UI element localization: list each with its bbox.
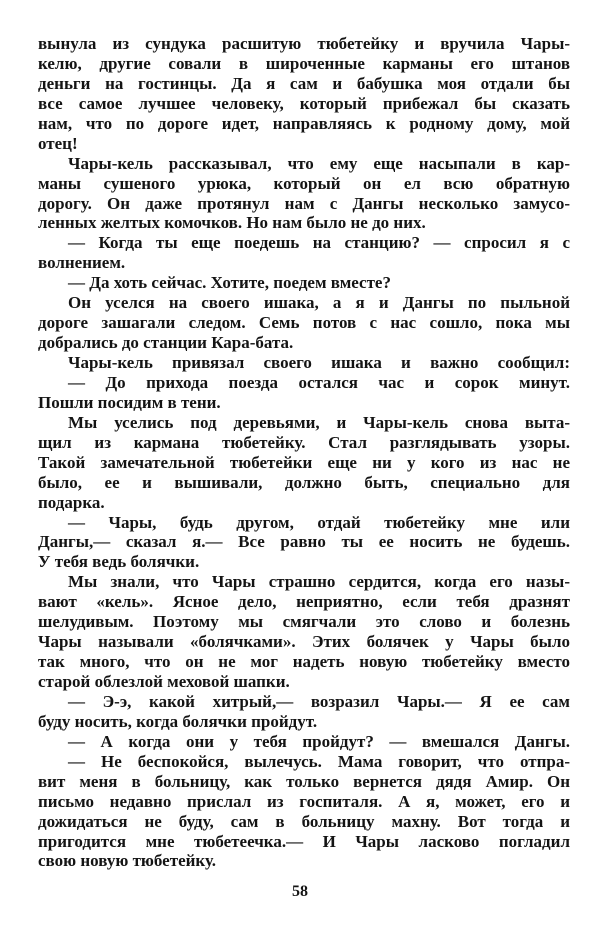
text-line: было, ее и вышивали, должно быть, специально для xyxy=(38,472,570,492)
text-line: Пошли посидим в тени. xyxy=(38,392,221,412)
text-line: так много, что он не мог надеть новую тюбетейку вместо xyxy=(38,652,570,672)
text-line: подарка. xyxy=(38,492,105,512)
text-line: Он уселся на своего ишака, а я и Дангы по пыльной xyxy=(68,293,570,313)
page-body-text xyxy=(38,34,570,871)
text-line: отец! xyxy=(38,133,78,153)
text-line: Чары-кель привязал своего ишака и важно сообщил: xyxy=(68,353,570,372)
text-line: — А когда они у тебя пройдут? — вмешался Дангы. xyxy=(68,731,570,751)
text-line: щил из кармана тюбетейку. Стал разглядывать узоры. xyxy=(38,432,570,452)
text-line: Мы уселись под деревьями, и Чары-кель снова выта- xyxy=(68,412,570,432)
text-line: вают «кель». Ясное дело, неприятно, если тебя дразнят xyxy=(38,592,570,612)
text-line: келю, другие совали в широченные карманы его штанов xyxy=(38,53,570,73)
text-line: У тебя ведь болячки. xyxy=(38,552,200,572)
text-line: пригодится мне тюбетеечка.— И Чары ласково погладил xyxy=(38,831,570,851)
text-line: свою новую тюбетейку. xyxy=(38,851,217,871)
text-line: ленных желтых комочков. Но нам было не до них. xyxy=(38,213,426,233)
text-line: нам, что по дороге идет, направляясь к родному дому, мой xyxy=(38,113,570,133)
text-line: шелудивым. Поэтому мы смягчали это слово и болезнь xyxy=(38,612,570,632)
text-line: вит меня в больницу, как только вернется дядя Амир. Он xyxy=(38,771,570,791)
text-line: буду носить, когда болячки пройдут. xyxy=(38,711,318,731)
text-line: Мы знали, что Чары страшно сердится, когда его назы- xyxy=(68,572,570,592)
text-line: — Чары, будь другом, отдай тюбетейку мне или xyxy=(68,512,570,532)
text-line: вынула из сундука расшитую тюбетейку и вручила Чары- xyxy=(38,34,570,53)
text-line: дорогу. Он даже протянул нам с Дангы несколько замусо- xyxy=(38,193,570,213)
text-line: добрались до станции Кара-бата. xyxy=(38,333,294,353)
text-line: Дангы,— сказал я.— Все равно ты ее носить не будешь. xyxy=(38,532,570,552)
text-line: письмо недавно прислал из госпиталя. А я, может, его и xyxy=(38,791,570,811)
text-line: Чары называли «болячками». Этих болячек у Чары было xyxy=(38,632,570,652)
text-line: — Когда ты еще поедешь на станцию? — спросил я с xyxy=(68,233,570,253)
text-line: дожидаться не буду, сам в больницу махну. Вот тогда и xyxy=(38,811,570,831)
text-line: все самое лучшее человеку, который прибежал бы сказать xyxy=(38,93,570,113)
text-line: деньги на гостинцы. Да я сам и бабушка моя отдали бы xyxy=(38,73,570,93)
text-line: — До прихода поезда остался час и сорок минут. xyxy=(68,372,570,392)
text-line: Чары-кель рассказывал, что ему еще насыпали в кар- xyxy=(68,153,570,173)
text-line: Такой замечательной тюбетейки еще ни у кого из нас не xyxy=(38,452,570,472)
text-line: — Не беспокойся, вылечусь. Мама говорит, что отпра- xyxy=(68,751,570,771)
page-number: 58 xyxy=(292,883,308,900)
text-line: старой облезлой меховой шапки. xyxy=(38,672,290,691)
text-line: дороге зашагали следом. Семь потов с нас сошло, пока мы xyxy=(38,313,570,333)
text-line: — Да хоть сейчас. Хотите, поедем вместе? xyxy=(68,273,391,293)
text-line: маны сушеного урюка, который он ел всю обратную xyxy=(38,173,570,193)
text-line: волнением. xyxy=(38,253,126,273)
text-line: — Э-э, какой хитрый,— возразил Чары.— Я ее сам xyxy=(68,691,570,711)
